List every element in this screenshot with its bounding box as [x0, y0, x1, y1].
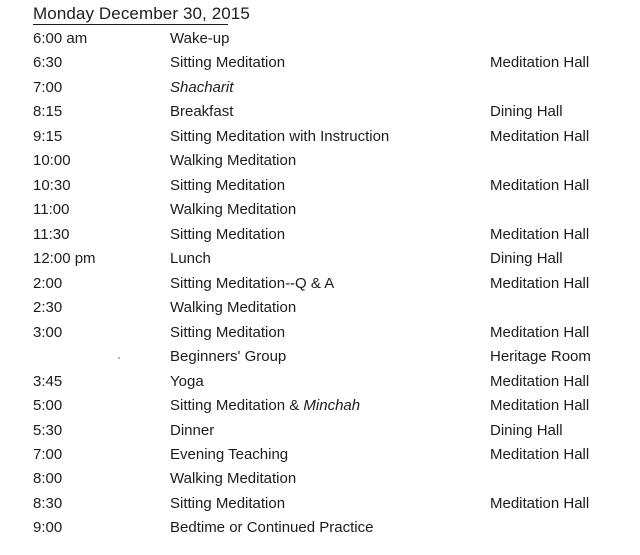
- row-location: Meditation Hall: [490, 494, 590, 512]
- row-time: 11:00: [33, 201, 70, 219]
- schedule-row: [0, 492, 640, 516]
- row-time: 8:15: [33, 103, 63, 121]
- row-time: 8:30: [33, 494, 63, 512]
- row-time: 7:00: [33, 445, 63, 463]
- schedule-list: [0, 27, 640, 541]
- row-activity: Yoga: [170, 372, 204, 390]
- row-time: 3:00: [33, 323, 63, 341]
- row-activity: Sitting Meditation--Q & A: [170, 274, 335, 292]
- row-activity: Beginners' Group: [170, 348, 287, 366]
- row-time: 9:00: [33, 519, 63, 537]
- schedule-row: [0, 516, 640, 540]
- row-activity: Evening Teaching: [170, 445, 289, 463]
- row-activity: Sitting Meditation with Instruction: [170, 127, 390, 145]
- row-activity-text: Sitting Meditation &: [170, 397, 304, 415]
- schedule-row: [0, 296, 640, 320]
- row-location: Meditation Hall: [490, 397, 590, 415]
- row-activity: Sitting Meditation: [170, 494, 286, 512]
- schedule-row: [0, 100, 640, 124]
- row-time: 2:00: [33, 274, 63, 292]
- row-location: Meditation Hall: [490, 54, 590, 72]
- row-activity-emphasis: Minchah: [303, 397, 361, 415]
- schedule-row: [0, 223, 640, 247]
- row-activity: Dinner: [170, 421, 215, 439]
- row-time: 5:30: [33, 421, 63, 439]
- row-activity: Shacharit: [170, 78, 234, 96]
- row-time: 8:00: [33, 470, 63, 488]
- row-activity: Walking Meditation: [170, 152, 297, 170]
- row-activity: Sitting Meditation: [170, 225, 286, 243]
- row-activity: Lunch: [170, 250, 211, 268]
- schedule-row: [0, 370, 640, 394]
- row-location: Dining Hall: [490, 103, 563, 121]
- schedule-row: [0, 272, 640, 296]
- title-underline: [33, 24, 228, 25]
- schedule-row: [0, 125, 640, 149]
- row-location: Meditation Hall: [490, 176, 590, 194]
- row-time: 5:00: [33, 397, 63, 415]
- row-location: Meditation Hall: [490, 225, 590, 243]
- schedule-row: [0, 345, 640, 369]
- row-location: Dining Hall: [490, 421, 563, 439]
- row-activity: Sitting Meditation: [170, 176, 286, 194]
- schedule-row: [0, 76, 640, 100]
- schedule-row: [0, 174, 640, 198]
- row-time: 10:30: [33, 176, 71, 194]
- row-activity: Bedtime or Continued Practice: [170, 519, 374, 537]
- row-activity: Wake-up: [170, 30, 230, 47]
- schedule-row: [0, 394, 640, 418]
- row-activity: Walking Meditation: [170, 201, 297, 219]
- row-location: Meditation Hall: [490, 445, 590, 463]
- row-time: 3:45: [33, 372, 63, 390]
- schedule-row: [0, 27, 640, 51]
- schedule-row: [0, 149, 640, 173]
- row-time: 12:00 pm: [33, 250, 96, 268]
- schedule-row: [0, 198, 640, 222]
- row-activity: Walking Meditation: [170, 470, 297, 488]
- schedule-row: [0, 51, 640, 75]
- row-location: Meditation Hall: [490, 323, 590, 341]
- schedule-row: [0, 247, 640, 271]
- schedule-row: [0, 419, 640, 443]
- row-location: Meditation Hall: [490, 274, 590, 292]
- row-time: 11:30: [33, 225, 70, 243]
- row-location: Heritage Room: [490, 348, 591, 366]
- row-activity: Walking Meditation: [170, 299, 297, 317]
- row-activity: [170, 396, 360, 416]
- page-title: Monday December 30, 2015: [33, 4, 250, 23]
- row-time: 6:00 am: [33, 30, 88, 47]
- row-time: 7:00: [33, 78, 63, 96]
- row-activity: Breakfast: [170, 103, 234, 121]
- row-activity: Sitting Meditation: [170, 323, 286, 341]
- row-time: 6:30: [33, 54, 63, 72]
- row-location: Dining Hall: [490, 250, 563, 268]
- row-time: 9:15: [33, 127, 63, 145]
- schedule-row: [0, 321, 640, 345]
- row-location: Meditation Hall: [490, 127, 590, 145]
- row-time: 10:00: [33, 152, 71, 170]
- schedule-row: [0, 443, 640, 467]
- row-time: 2:30: [33, 299, 63, 317]
- scan-speck: [118, 357, 120, 359]
- schedule-row: [0, 467, 640, 491]
- row-activity: Sitting Meditation: [170, 54, 286, 72]
- row-location: Meditation Hall: [490, 372, 590, 390]
